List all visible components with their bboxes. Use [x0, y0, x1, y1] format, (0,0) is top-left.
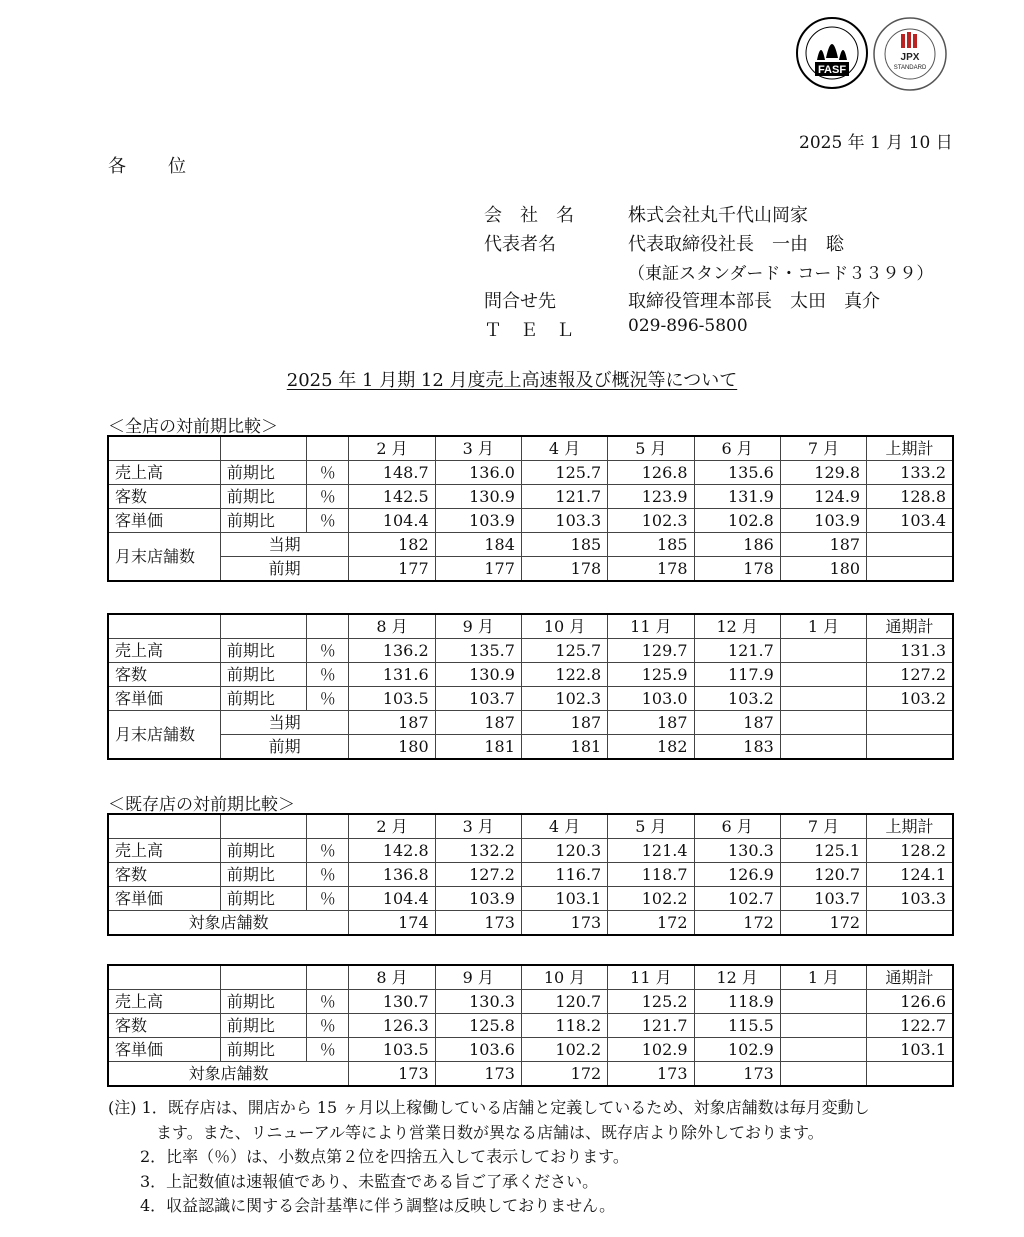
table-cell-value: 125.2 — [608, 990, 694, 1014]
column-header: 通期計 — [867, 965, 953, 990]
column-header: 8 月 — [349, 965, 435, 990]
column-header: 10 月 — [521, 965, 607, 990]
table-cell-value: 121.4 — [608, 839, 694, 863]
table-cell-label: ％ — [307, 687, 349, 711]
table-cell-label — [220, 614, 306, 639]
table-cell-label: 前期 — [220, 735, 348, 760]
column-header: 12 月 — [694, 965, 780, 990]
table-cell-label: 売上高 — [108, 639, 220, 663]
table-cell-label: ％ — [307, 887, 349, 911]
table-cell-value: 116.7 — [521, 863, 607, 887]
table-cell-label: 前期比 — [220, 509, 306, 533]
table-cell-value: 126.6 — [867, 990, 953, 1014]
table-cell-value: 129.8 — [780, 461, 866, 485]
table-cell-value: 118.9 — [694, 990, 780, 1014]
footnote-4: 4．収益認識に関する会計基準に伴う調整は反映しておりません。 — [108, 1196, 616, 1215]
table-cell-label: ％ — [307, 1014, 349, 1038]
table-cell-label: 客単価 — [108, 1038, 220, 1062]
table-cell-value: 121.7 — [521, 485, 607, 509]
table-cell-value: 186 — [694, 533, 780, 557]
table-row — [108, 735, 953, 760]
table-all-second-half — [107, 613, 954, 760]
column-header: 3 月 — [435, 436, 521, 461]
page-title: 2025 年 1 月期 12 月度売上高速報及び概況等について — [286, 370, 738, 391]
table-cell-value: 122.8 — [521, 663, 607, 687]
table-cell-label: 対象店舗数 — [108, 911, 349, 936]
table-cell-label: 前期比 — [220, 1038, 306, 1062]
table-cell-value: 185 — [608, 533, 694, 557]
table-row — [108, 863, 953, 887]
table-cell-label: 月末店舗数 — [108, 711, 220, 760]
column-header: 11 月 — [608, 614, 694, 639]
table-row — [108, 509, 953, 533]
table-cell-value: 173 — [435, 911, 521, 936]
table-cell-value: 173 — [435, 1062, 521, 1087]
table-cell-value: 187 — [694, 711, 780, 735]
table-cell-value: 183 — [694, 735, 780, 760]
table-cell-label — [307, 614, 349, 639]
table-cell-value — [867, 557, 953, 582]
table-cell-value: 135.6 — [694, 461, 780, 485]
column-header: 12 月 — [694, 614, 780, 639]
column-header: 7 月 — [780, 814, 866, 839]
table-cell-value: 102.9 — [694, 1038, 780, 1062]
table-cell-value: 136.8 — [349, 863, 435, 887]
table-cell-value — [867, 735, 953, 760]
table-existing-first-half — [107, 813, 954, 936]
table-cell-value: 136.2 — [349, 639, 435, 663]
table-cell-value: 123.9 — [608, 485, 694, 509]
table-cell-value: 103.5 — [349, 1038, 435, 1062]
table-cell-label: 前期比 — [220, 639, 306, 663]
company-label: 会 社 名 — [484, 205, 574, 226]
table-cell-label: ％ — [307, 639, 349, 663]
table-cell-value: 172 — [521, 1062, 607, 1087]
table-cell-value: 103.2 — [867, 687, 953, 711]
table-header-row — [108, 614, 953, 639]
table-cell-label: 前期比 — [220, 990, 306, 1014]
table-cell-value: 174 — [349, 911, 435, 936]
column-header: 上期計 — [867, 814, 953, 839]
table-cell-value: 103.0 — [608, 687, 694, 711]
table-cell-value: 103.4 — [867, 509, 953, 533]
table-row — [108, 639, 953, 663]
table-cell-value: 187 — [521, 711, 607, 735]
table-cell-label: ％ — [307, 990, 349, 1014]
table-cell-value: 120.7 — [780, 863, 866, 887]
document-date: 2025 年 1 月 10 日 — [799, 133, 953, 153]
table-existing-second-half — [107, 964, 954, 1087]
table-cell-label: 前期比 — [220, 461, 306, 485]
table-cell-value: 102.3 — [608, 509, 694, 533]
column-header: 7 月 — [780, 436, 866, 461]
footnote-1: (注) 1．既存店は、開店から 15 ヶ月以上稼働している店舗と定義しているため、対象店舗数は毎月変動し — [108, 1098, 870, 1117]
table-cell-value: 187 — [780, 533, 866, 557]
table-cell-label — [307, 814, 349, 839]
table-cell-value: 118.2 — [521, 1014, 607, 1038]
table-cell-value: 126.9 — [694, 863, 780, 887]
table-cell-label: 客数 — [108, 663, 220, 687]
table-cell-value: 133.2 — [867, 461, 953, 485]
column-header: 1 月 — [780, 614, 866, 639]
table-row — [108, 485, 953, 509]
table-cell-value: 148.7 — [349, 461, 435, 485]
column-header: 上期計 — [867, 436, 953, 461]
table-cell-label: 前期比 — [220, 1014, 306, 1038]
jpx-sub: STANDARD — [893, 65, 927, 71]
table-row — [108, 1014, 953, 1038]
table-cell-value: 104.4 — [349, 509, 435, 533]
table-cell-value: 182 — [608, 735, 694, 760]
table-cell-value: 103.3 — [521, 509, 607, 533]
tel-value: 029-896-5800 — [628, 316, 748, 336]
table-cell-label: ％ — [307, 1038, 349, 1062]
table-cell-value: 102.9 — [608, 1038, 694, 1062]
table-cell-value: 103.5 — [349, 687, 435, 711]
table-cell-value: 187 — [435, 711, 521, 735]
table-all-first-half — [107, 435, 954, 582]
table-cell-value — [780, 663, 866, 687]
column-header: 4 月 — [521, 814, 607, 839]
table-cell-label: 売上高 — [108, 461, 220, 485]
table-cell-label — [108, 436, 220, 461]
table-cell-label: 前期比 — [220, 839, 306, 863]
table-cell-value: 126.8 — [608, 461, 694, 485]
table-cell-value: 173 — [694, 1062, 780, 1087]
table-row — [108, 990, 953, 1014]
column-header: 9 月 — [435, 965, 521, 990]
table-cell-value: 103.3 — [867, 887, 953, 911]
table-cell-value: 177 — [435, 557, 521, 582]
table-row — [108, 533, 953, 557]
table-cell-label: 前期 — [220, 557, 348, 582]
table-cell-value: 131.9 — [694, 485, 780, 509]
table-cell-label: 前期比 — [220, 663, 306, 687]
table-cell-value: 180 — [780, 557, 866, 582]
table-cell-value: 125.1 — [780, 839, 866, 863]
table-cell-value: 173 — [521, 911, 607, 936]
column-header: 11 月 — [608, 965, 694, 990]
table-row — [108, 461, 953, 485]
table-cell-value: 128.8 — [867, 485, 953, 509]
tel-label: Ｔ Ｅ Ｌ — [484, 320, 574, 341]
table-cell-label — [220, 965, 306, 990]
table-cell-label: 前期比 — [220, 863, 306, 887]
table-cell-value: 173 — [349, 1062, 435, 1087]
table-cell-label — [307, 965, 349, 990]
table-cell-value: 103.9 — [435, 887, 521, 911]
table-cell-value: 102.3 — [521, 687, 607, 711]
table-cell-value: 130.7 — [349, 990, 435, 1014]
table-cell-value: 127.2 — [435, 863, 521, 887]
table-cell-value: 103.1 — [867, 1038, 953, 1062]
table-cell-label: ％ — [307, 863, 349, 887]
column-header: 8 月 — [349, 614, 435, 639]
table-cell-label: ％ — [307, 839, 349, 863]
addressee: 各 位 — [108, 156, 188, 177]
table-cell-value: 136.0 — [435, 461, 521, 485]
table-cell-value: 124.9 — [780, 485, 866, 509]
column-header: 3 月 — [435, 814, 521, 839]
column-header: 10 月 — [521, 614, 607, 639]
table-cell-value: 118.7 — [608, 863, 694, 887]
table-header-row — [108, 436, 953, 461]
table-cell-label: 売上高 — [108, 839, 220, 863]
section-all-stores: ＜全店の対前期比較＞ — [108, 417, 278, 437]
table-cell-value: 181 — [521, 735, 607, 760]
table-cell-label: 月末店舗数 — [108, 533, 220, 582]
table-cell-value: 127.2 — [867, 663, 953, 687]
table-row — [108, 911, 953, 936]
table-cell-value: 178 — [521, 557, 607, 582]
table-row — [108, 557, 953, 582]
table-cell-label: ％ — [307, 509, 349, 533]
table-cell-value: 177 — [349, 557, 435, 582]
table-cell-value: 142.5 — [349, 485, 435, 509]
table-row — [108, 1062, 953, 1087]
table-cell-label: 対象店舗数 — [108, 1062, 349, 1087]
table-cell-label — [307, 436, 349, 461]
table-cell-value: 103.2 — [694, 687, 780, 711]
table-row — [108, 1038, 953, 1062]
table-cell-label: ％ — [307, 663, 349, 687]
table-cell-value: 172 — [780, 911, 866, 936]
table-cell-value: 125.7 — [521, 461, 607, 485]
table-cell-label — [220, 436, 306, 461]
table-cell-value: 131.6 — [349, 663, 435, 687]
table-cell-value: 115.5 — [694, 1014, 780, 1038]
footnote-2: 2．比率（％）は、小数点第２位を四捨五入して表示しております。 — [108, 1147, 629, 1166]
table-cell-value: 124.1 — [867, 863, 953, 887]
section-existing-stores: ＜既存店の対前期比較＞ — [108, 795, 295, 815]
table-cell-value: 104.4 — [349, 887, 435, 911]
column-header: 通期計 — [867, 614, 953, 639]
table-cell-label: 当期 — [220, 711, 348, 735]
table-cell-value — [867, 911, 953, 936]
table-cell-label: 客数 — [108, 863, 220, 887]
table-cell-value: 187 — [608, 711, 694, 735]
table-cell-label: 前期比 — [220, 887, 306, 911]
table-header-row — [108, 965, 953, 990]
table-cell-value: 184 — [435, 533, 521, 557]
footnote-1-cont: ます。また、リニューアル等により営業日数が異なる店舗は、既存店より除外しております。 — [108, 1122, 824, 1142]
table-cell-value: 187 — [349, 711, 435, 735]
footnote-3: 3．上記数値は速報値であり、未監査である旨ご了承ください。 — [108, 1171, 599, 1191]
table-cell-value: 103.1 — [521, 887, 607, 911]
table-cell-value: 181 — [435, 735, 521, 760]
table-cell-value: 103.6 — [435, 1038, 521, 1062]
table-cell-label: 前期比 — [220, 485, 306, 509]
table-cell-value: 103.7 — [780, 887, 866, 911]
column-header: 5 月 — [608, 436, 694, 461]
table-cell-value — [867, 533, 953, 557]
table-cell-label — [108, 814, 220, 839]
fasf-logo — [795, 16, 869, 90]
table-row — [108, 839, 953, 863]
table-cell-value: 128.2 — [867, 839, 953, 863]
column-header: 5 月 — [608, 814, 694, 839]
table-cell-value: 117.9 — [694, 663, 780, 687]
table-cell-value: 182 — [349, 533, 435, 557]
table-cell-label — [108, 614, 220, 639]
representative-label: 代表者名 — [484, 234, 556, 255]
table-cell-value: 102.2 — [521, 1038, 607, 1062]
table-cell-label — [220, 814, 306, 839]
table-cell-label: 客数 — [108, 1014, 220, 1038]
table-cell-value — [780, 1038, 866, 1062]
table-cell-value: 122.7 — [867, 1014, 953, 1038]
table-cell-value: 130.9 — [435, 663, 521, 687]
table-cell-value: 126.3 — [349, 1014, 435, 1038]
company-name: 株式会社丸千代山岡家 — [628, 205, 808, 226]
table-cell-value: 121.7 — [694, 639, 780, 663]
stock-code: （東証スタンダード・コード３３９９） — [628, 264, 934, 284]
table-cell-value — [780, 711, 866, 735]
table-cell-value: 120.3 — [521, 839, 607, 863]
column-header: 1 月 — [780, 965, 866, 990]
table-cell-label: 客単価 — [108, 887, 220, 911]
table-cell-value: 178 — [608, 557, 694, 582]
table-cell-value — [780, 1014, 866, 1038]
fasf-text: FASF — [817, 64, 847, 76]
table-cell-label: 客単価 — [108, 687, 220, 711]
table-cell-value: 130.3 — [694, 839, 780, 863]
column-header: 9 月 — [435, 614, 521, 639]
table-cell-value — [780, 735, 866, 760]
table-cell-label: 客単価 — [108, 509, 220, 533]
column-header: 4 月 — [521, 436, 607, 461]
column-header: 2 月 — [349, 436, 435, 461]
table-cell-value: 102.2 — [608, 887, 694, 911]
table-cell-value: 131.3 — [867, 639, 953, 663]
table-cell-label: ％ — [307, 461, 349, 485]
table-cell-label: ％ — [307, 485, 349, 509]
table-row — [108, 711, 953, 735]
table-cell-label: 当期 — [220, 533, 348, 557]
table-cell-value: 103.9 — [435, 509, 521, 533]
column-header: 6 月 — [694, 814, 780, 839]
column-header: 2 月 — [349, 814, 435, 839]
table-cell-value: 185 — [521, 533, 607, 557]
table-cell-value: 172 — [608, 911, 694, 936]
footnotes — [108, 1096, 958, 1219]
table-cell-label: 売上高 — [108, 990, 220, 1014]
table-cell-value: 130.9 — [435, 485, 521, 509]
table-cell-label: 前期比 — [220, 687, 306, 711]
table-cell-value: 178 — [694, 557, 780, 582]
table-header-row — [108, 814, 953, 839]
jpx-text: JPX — [900, 52, 920, 63]
table-cell-value: 103.7 — [435, 687, 521, 711]
table-cell-value: 120.7 — [521, 990, 607, 1014]
table-cell-value: 102.8 — [694, 509, 780, 533]
contact-value: 取締役管理本部長 太田 真介 — [628, 291, 880, 312]
table-cell-value: 103.9 — [780, 509, 866, 533]
contact-label: 問合せ先 — [484, 291, 556, 312]
table-cell-value: 125.8 — [435, 1014, 521, 1038]
table-cell-value — [867, 711, 953, 735]
table-cell-value — [867, 1062, 953, 1087]
column-header: 6 月 — [694, 436, 780, 461]
table-cell-value: 173 — [608, 1062, 694, 1087]
table-cell-label — [108, 965, 220, 990]
table-cell-value — [780, 687, 866, 711]
table-cell-value — [780, 1062, 866, 1087]
table-row — [108, 887, 953, 911]
table-cell-value: 135.7 — [435, 639, 521, 663]
representative-value: 代表取締役社長 一由 聡 — [628, 234, 844, 255]
table-cell-value: 121.7 — [608, 1014, 694, 1038]
table-cell-value: 102.7 — [694, 887, 780, 911]
table-cell-value: 125.7 — [521, 639, 607, 663]
table-cell-value: 132.2 — [435, 839, 521, 863]
table-cell-value — [780, 639, 866, 663]
table-cell-value: 130.3 — [435, 990, 521, 1014]
table-row — [108, 663, 953, 687]
table-row — [108, 687, 953, 711]
table-cell-value: 129.7 — [608, 639, 694, 663]
table-cell-value — [780, 990, 866, 1014]
table-cell-value: 142.8 — [349, 839, 435, 863]
table-cell-value: 180 — [349, 735, 435, 760]
table-cell-value: 172 — [694, 911, 780, 936]
jpx-logo — [872, 16, 946, 90]
table-cell-value: 125.9 — [608, 663, 694, 687]
table-cell-label: 客数 — [108, 485, 220, 509]
